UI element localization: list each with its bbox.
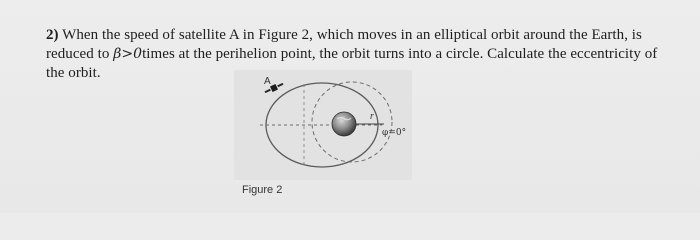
orbit-figure [234, 70, 412, 180]
problem-line2-pre: reduced to [46, 46, 114, 62]
satellite-label: A [264, 76, 271, 87]
angle-label: φ=0° [382, 128, 407, 138]
figure-caption: Figure 2 [242, 184, 283, 196]
problem-line-1 [46, 26, 686, 45]
earth-icon [332, 112, 356, 136]
radius-label: r [370, 111, 374, 122]
orbit-diagram [234, 70, 412, 180]
problem-line2-post: times at the perihelion point, the orbit turns into a circle. Calculate the eccentricity of [142, 46, 658, 62]
beta-condition: β>0 [113, 46, 143, 62]
problem-number: 2) [46, 27, 59, 43]
problem-line-2 [46, 45, 686, 64]
problem-line-3: the orbit. [46, 65, 101, 81]
problem-line1-text: When the speed of satellite A in Figure 2, which moves in an elliptical orbit around the Earth, is [62, 27, 642, 43]
